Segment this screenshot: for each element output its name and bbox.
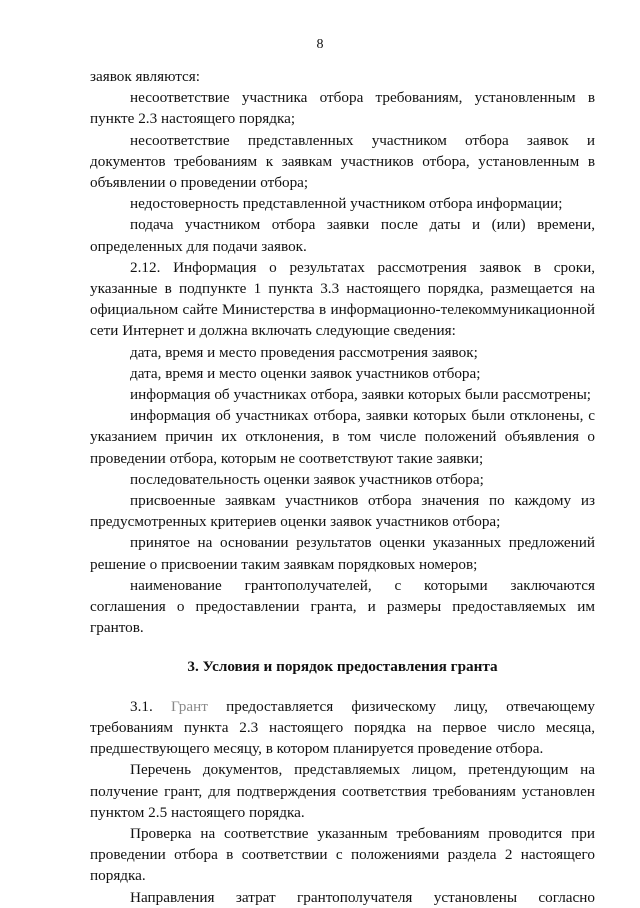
paragraph: 2.12. Информация о результатах рассмотрения заявок в сроки, указанные в подпункте 1 пункта 3.3 настоящего порядка, размещается на официальном сайте Министерства в информационно-телекоммуникационной сети Интернет и должна включать следующие сведения:: [90, 258, 595, 340]
paragraph: подача участником отбора заявки после даты и (или) времени, определенных для подачи заявок.: [90, 216, 595, 255]
document-body: [90, 66, 595, 908]
section-heading: 3. Условия и порядок предоставления гранта: [187, 658, 498, 676]
paragraph: несоответствие представленных участником отбора заявок и документов требованиям к заявкам участников отбора, установленным в объявлении о проведении отбора;: [90, 131, 595, 192]
paragraph: заявок являются:: [90, 68, 200, 85]
clause-text: предоставляется физическому лицу, отвечающему требованиям пункта 2.3 настоящего порядка на первое число месяца, предшествующего месяцу, в котором планируется проведение отбора.: [90, 697, 595, 758]
paragraph: информация об участниках отбора, заявки которых были рассмотрены;: [130, 386, 592, 404]
faded-word: Грант: [170, 697, 208, 715]
clause-number: 3.1.: [130, 697, 153, 715]
page-number: 8: [316, 37, 324, 52]
paragraph: недостоверность представленной участником отбора информации;: [130, 195, 563, 213]
paragraph: дата, время и место проведения рассмотрения заявок;: [130, 343, 478, 361]
paragraph: присвоенные заявкам участников отбора значения по каждому из предусмотренных критериев оценки заявок участников отбора;: [90, 492, 595, 531]
paragraph-3-1: [90, 696, 595, 760]
paragraph: Перечень документов, представляемых лицом, претендующим на получение грант, для подтверждения соответствия требованиям установлен пунктом 2.5 настоящего порядка.: [90, 761, 595, 821]
paragraph: Проверка на соответствие указанным требованиям проводится при проведении отбора в соответствии с положениями раздела 2 настоящего порядка.: [90, 824, 595, 885]
paragraph: наименование грантополучателей, с которыми заключаются соглашения о предоставлении гранта, и размеры предоставляемых им грантов.: [90, 576, 595, 637]
paragraph: принятое на основании результатов оценки указанных предложений решение о присвоении таким заявкам порядковых номеров;: [90, 534, 595, 573]
paragraph: Направления затрат грантополучателя установлены согласно: [130, 888, 595, 906]
paragraph: последовательность оценки заявок участников отбора;: [130, 470, 484, 488]
paragraph: дата, время и место оценки заявок участников отбора;: [130, 364, 481, 382]
paragraph: информация об участниках отбора, заявки которых были отклонены, с указанием причин их отклонения, в том числе положений объявления о проведении отбора, которым не соответствуют такие заявки;: [90, 407, 595, 467]
paragraph: несоответствие участника отбора требованиям, установленным в пункте 2.3 настоящего порядка;: [90, 89, 595, 128]
